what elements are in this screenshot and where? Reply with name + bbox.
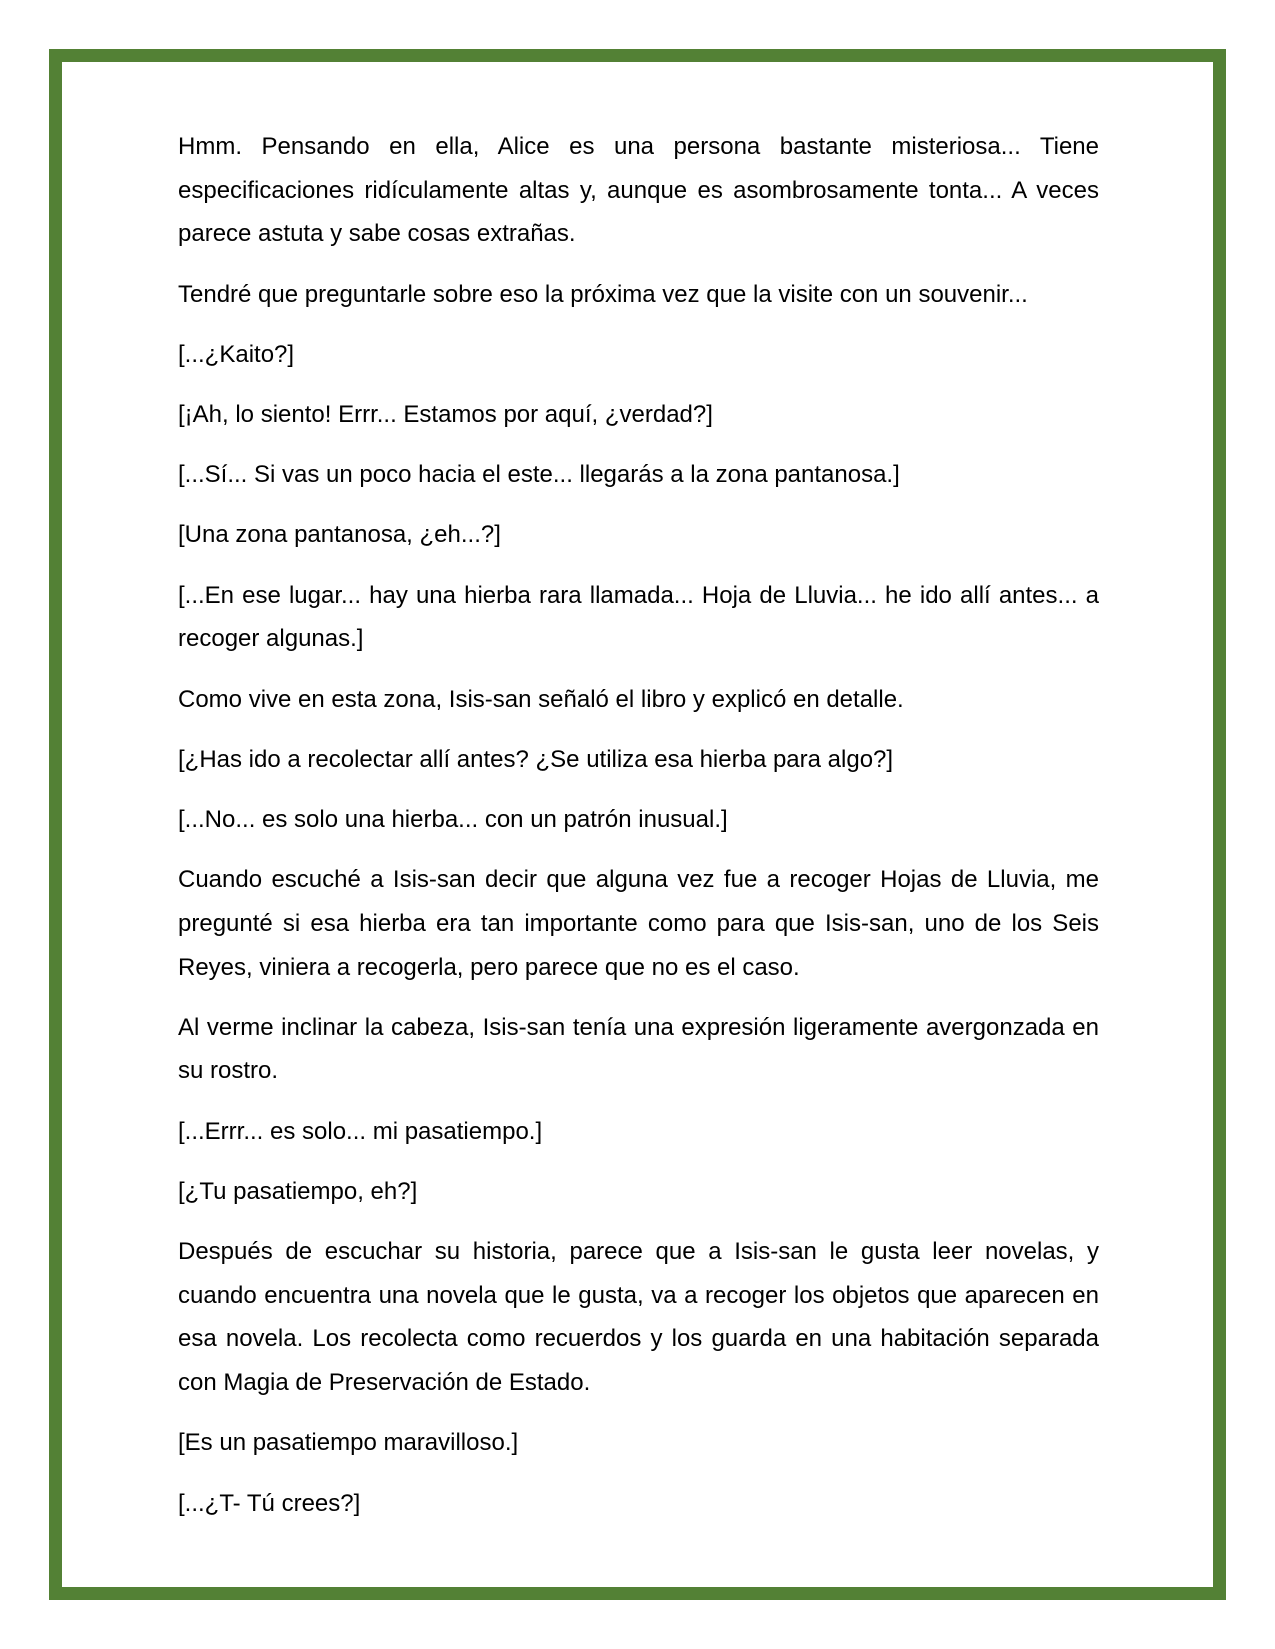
dialogue-line: [...Sí... Si vas un poco hacia el este... llegarás a la zona pantanosa.] xyxy=(178,461,900,489)
narration-paragraph: Después de escuchar su historia, parece que a Isis-san le gusta leer novelas, y cuando encuentra una novela que le gusta, va a recoger los objetos que aparecen en esa novela. Los recolecta como recuerdos y los guarda en una habitación separada con Magia de Preservación de Estado. xyxy=(178,1238,1099,1397)
dialogue-line: [¿Has ido a recolectar allí antes? ¿Se utiliza esa hierba para algo?] xyxy=(178,745,894,773)
page-text-body xyxy=(178,125,1099,1542)
narration-paragraph: Hmm. Pensando en ella, Alice es una persona bastante misteriosa... Tiene especificaciones ridículamente altas y, aunque es asombrosamente tonta... A veces parece astuta y sabe cosas extrañas. xyxy=(178,133,1099,248)
dialogue-line: [Es un pasatiempo maravilloso.] xyxy=(178,1429,519,1457)
dialogue-line: [¡Ah, lo siento! Errr... Estamos por aquí, ¿verdad?] xyxy=(178,401,713,429)
dialogue-line: [...¿Kaito?] xyxy=(178,340,295,368)
narration-paragraph: Como vive en esta zona, Isis-san señaló el libro y explicó en detalle. xyxy=(178,685,904,713)
dialogue-line: [...Errr... es solo... mi pasatiempo.] xyxy=(178,1117,543,1145)
narration-paragraph: Cuando escuché a Isis-san decir que alguna vez fue a recoger Hojas de Lluvia, me pregunté si esa hierba era tan importante como para que Isis-san, uno de los Seis Reyes, viniera a recogerla, pero parece que no es el caso. xyxy=(178,866,1099,981)
dialogue-line: [Una zona pantanosa, ¿eh...?] xyxy=(178,521,501,549)
dialogue-line: [¿Tu pasatiempo, eh?] xyxy=(178,1177,418,1205)
dialogue-line: [...No... es solo una hierba... con un patrón inusual.] xyxy=(178,805,728,833)
narration-paragraph: Tendré que preguntarle sobre eso la próxima vez que la visite con un souvenir... xyxy=(178,280,1028,308)
dialogue-line: [...¿T- Tú crees?] xyxy=(178,1489,361,1517)
dialogue-line: [...En ese lugar... hay una hierba rara llamada... Hoja de Lluvia... he ido allí antes... a recoger algunas.] xyxy=(178,581,1099,653)
narration-paragraph: Al verme inclinar la cabeza, Isis-san tenía una expresión ligeramente avergonzada en su rostro. xyxy=(178,1013,1099,1085)
